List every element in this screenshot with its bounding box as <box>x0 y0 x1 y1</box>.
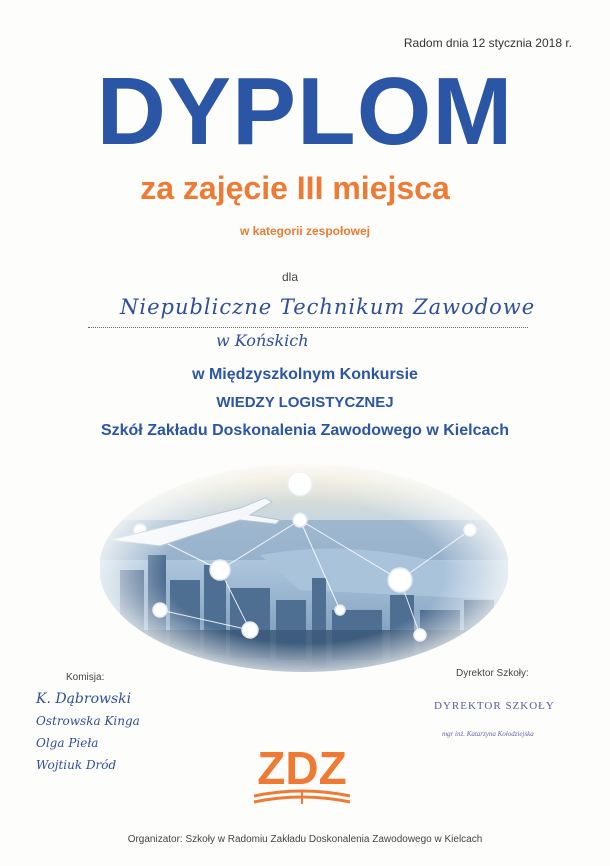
signature-1: K. Dąbrowski <box>36 691 132 707</box>
organizer-line: Organizator: Szkoły w Radomiu Zakładu Doskonalenia Zawodowego w Kielcach <box>127 834 483 845</box>
contest-line-1: w Międzyszkolnym Konkursie <box>192 366 418 383</box>
diploma-title: DYPLOM <box>96 58 514 165</box>
commission-signatures <box>36 688 176 776</box>
director-stamp-name: mgr inż. Katarzyna Kołodziejska <box>442 730 534 738</box>
dla-label: dla <box>281 270 298 284</box>
zdz-logo <box>242 740 362 812</box>
director-stamp: DYREKTOR SZKOŁY <box>434 700 555 712</box>
logistics-city-illustration <box>100 460 508 672</box>
signature-3: Olga Pieła <box>36 736 99 750</box>
contest-line-3: Szkół Zakładu Doskonalenia Zawodowego w Kielcach <box>100 422 510 439</box>
director-label: Dyrektor Szkoły: <box>456 668 529 679</box>
category-label: w kategorii zespołowej <box>239 224 371 238</box>
place-subtitle: za zajęcie III miejsca <box>140 170 450 206</box>
commission-label: Komisja: <box>66 672 105 683</box>
zdz-logo-text: ZDZ <box>257 742 347 794</box>
signature-2: Ostrowska Kinga <box>36 714 140 728</box>
recipient-line-2: w Końskich <box>216 331 309 350</box>
signature-4: Wojtiuk Dród <box>36 758 117 772</box>
contest-line-2: WIEDZY LOGISTYCZNEJ <box>216 394 394 411</box>
issue-date: Radom dnia 12 stycznia 2018 r. <box>403 36 572 50</box>
recipient-line-1: Niepubliczne Technikum Zawodowe <box>120 295 536 319</box>
